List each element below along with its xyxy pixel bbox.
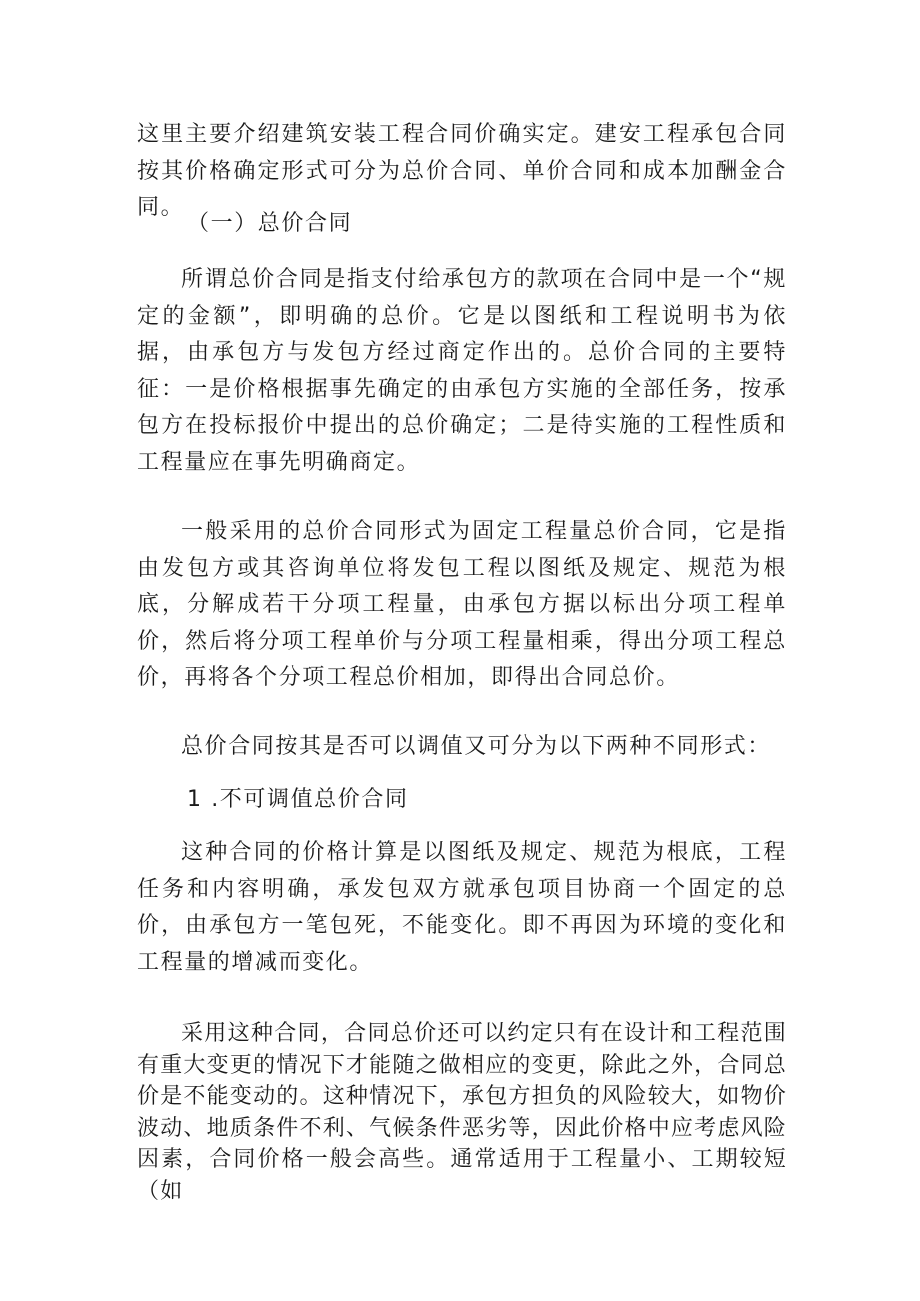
fixed-price-paragraph: 这种合同的价格计算是以图纸及规定、规范为根底，工程任务和内容明确，承发包双方就承包项目协商一个固定的总价，由承包方一笔包死，不能变化。即不再因为环境的变化和工程量的增减而变化。 <box>137 840 787 975</box>
intro-paragraph: 这里主要介绍建筑安装工程合同价确实定。建安工程承包合同按其价格确定形式可分为总价合同、单价合同和成本加酬金合同。 <box>137 122 787 220</box>
subheading-non-adjustable-contract: 1 .不可调值总价合同 <box>187 787 409 812</box>
risk-paragraph: 采用这种合同，合同总价还可以约定只有在设计和工程范围有重大变更的情况下才能随之做相应的变更，除此之外，合同总价是不能变动的。这种情况下，承包方担负的风险较大，如物价波动、地质条件不利、气候条件恶劣等，因此价格中应考虑风险因素，合同价格一般会高些。通常适用于工程量小、工期较短（如 <box>137 1021 787 1204</box>
definition-paragraph: 所谓总价合同是指支付给承包方的款项在合同中是一个“规定的金额”，即明确的总价。它是以图纸和工程说明书为依据，由承包方与发包方经过商定作出的。总价合同的主要特征：一是价格根据事先确定的由承包方实施的全部任务，按承包方在投标报价中提出的总价确定；二是待实施的工程性质和工程量应在事先明确商定。 <box>137 267 787 475</box>
section-heading-total-price-contract: （一）总价合同 <box>187 211 353 236</box>
forms-paragraph: 总价合同按其是否可以调值又可分为以下两种不同形式： <box>181 734 772 759</box>
general-form-paragraph: 一般采用的总价合同形式为固定工程量总价合同，它是指由发包方或其咨询单位将发包工程以图纸及规定、规范为根底，分解成若干分项工程量，由承包方据以标出分项工程单价，然后将分项工程单价与分项工程量相乘，得出分项工程总价，再将各个分项工程总价相加，即得出合同总价。 <box>137 519 787 690</box>
